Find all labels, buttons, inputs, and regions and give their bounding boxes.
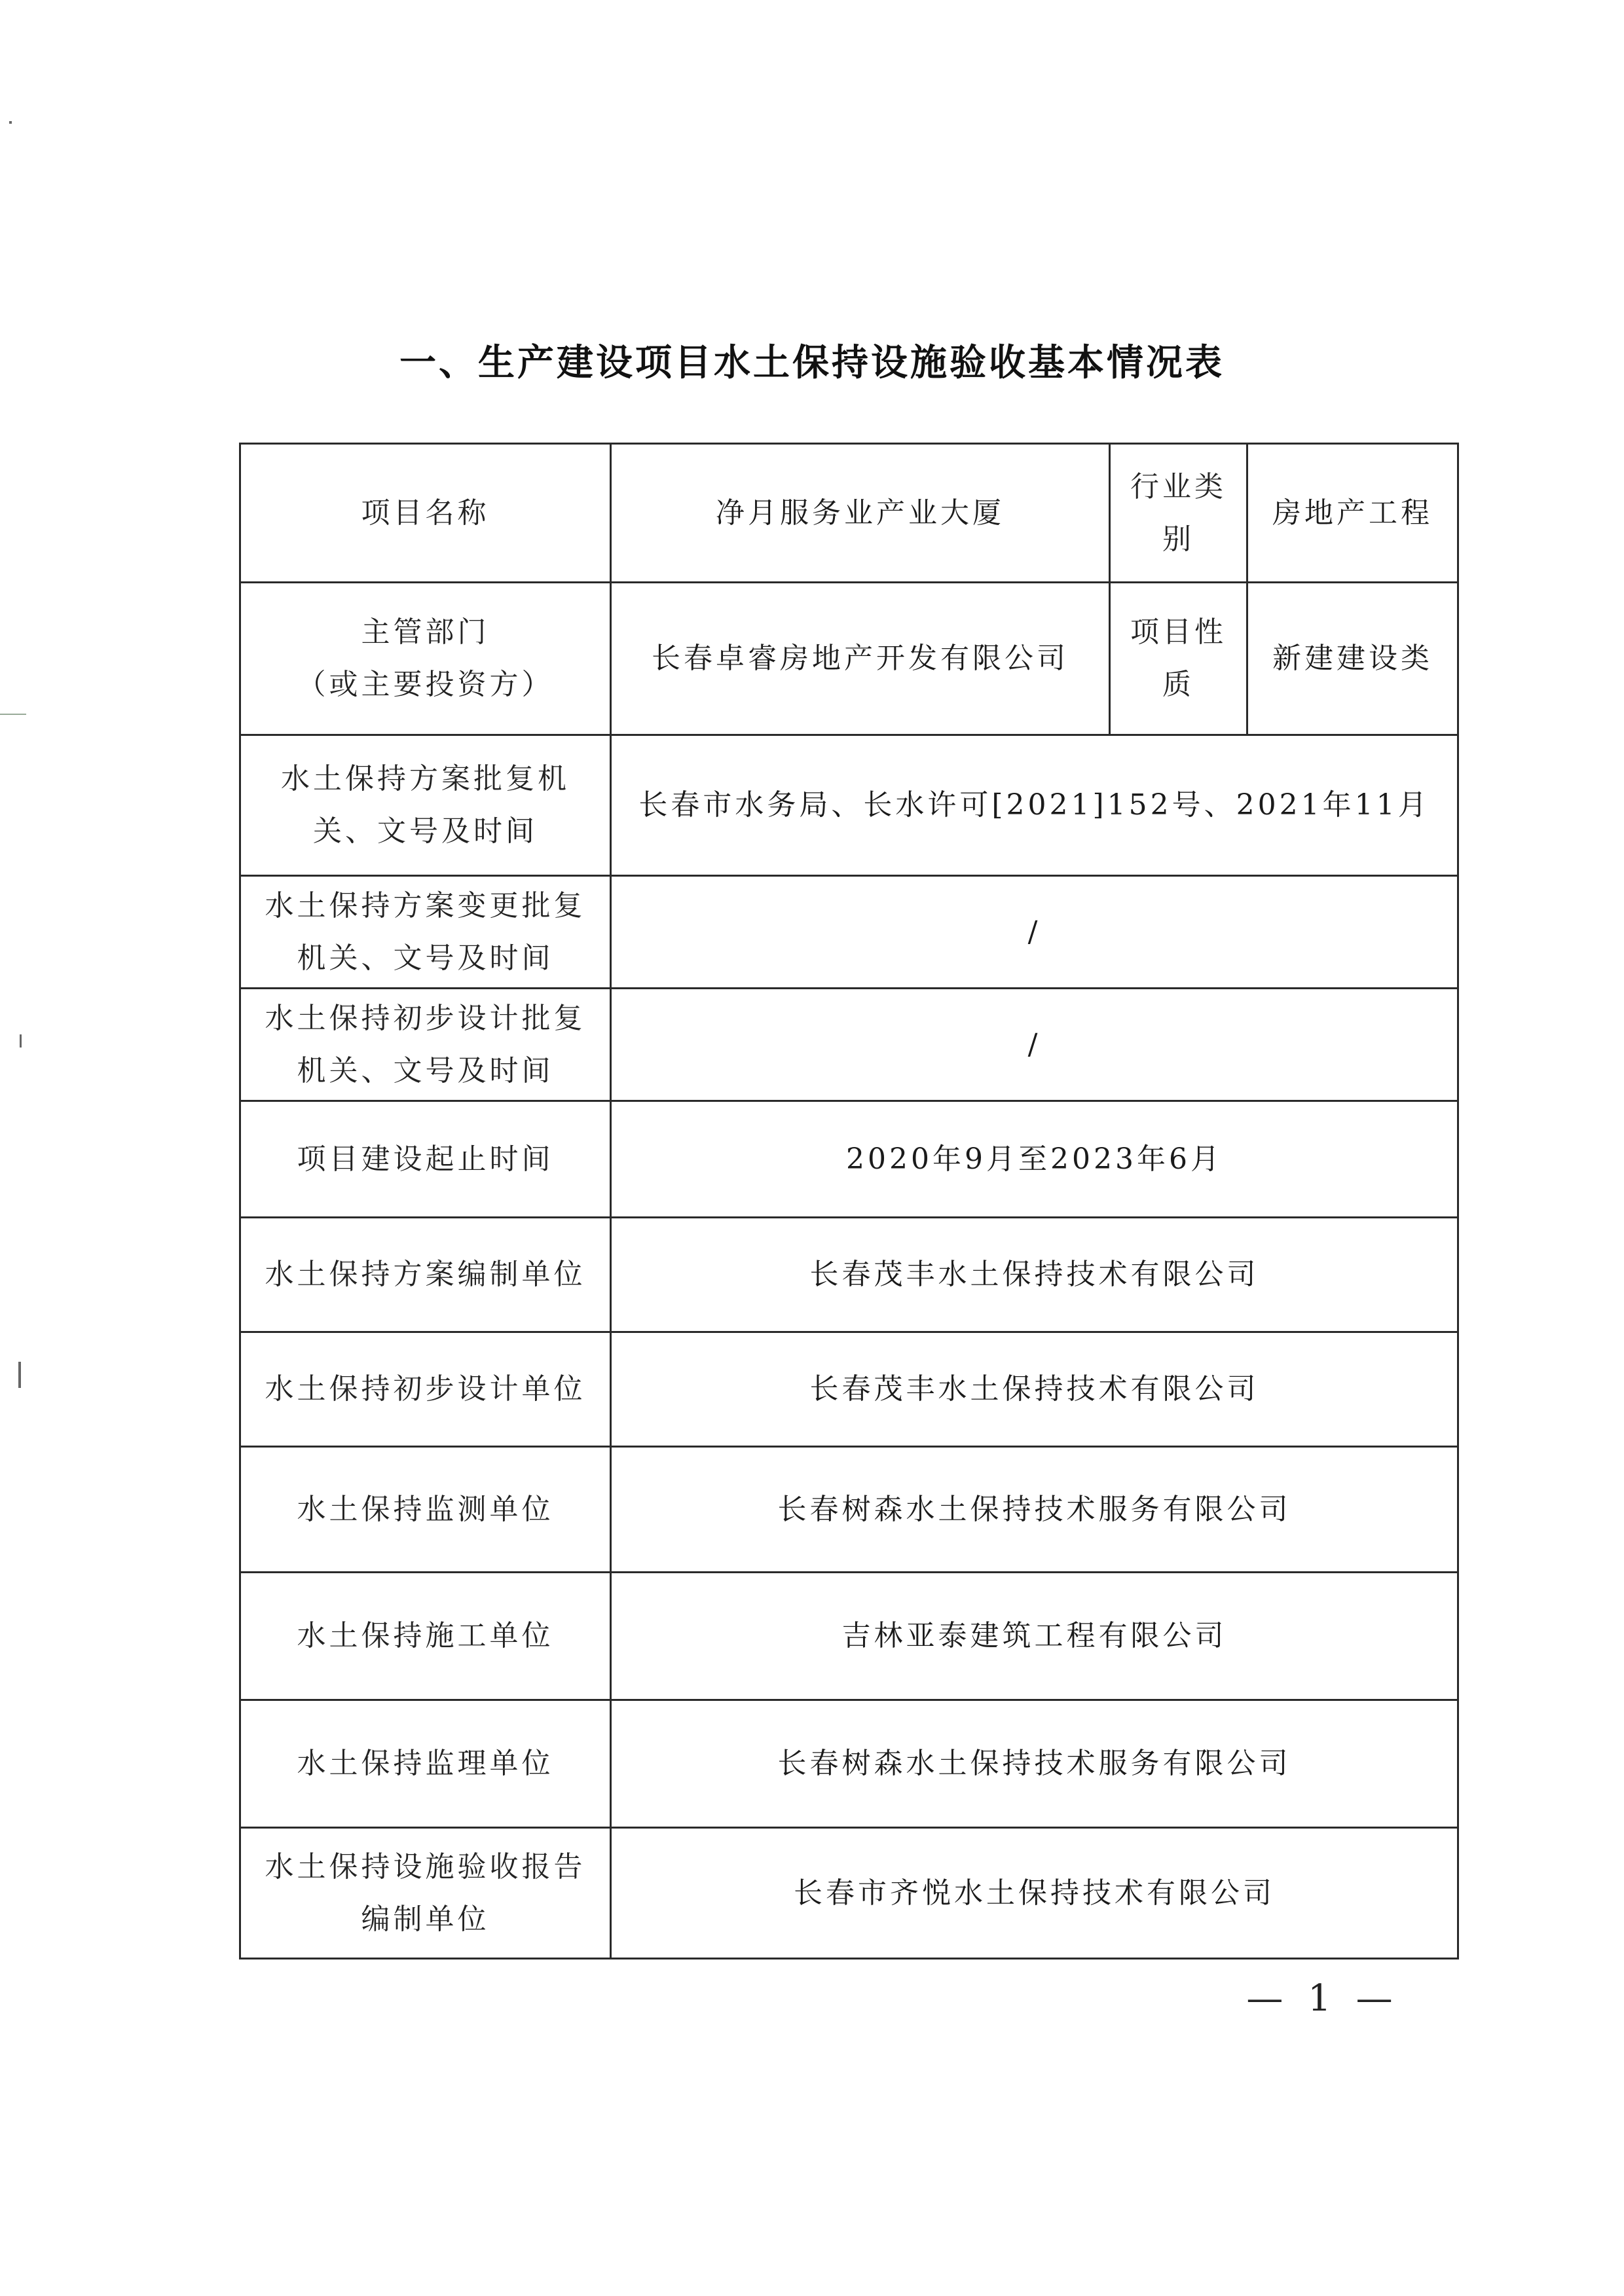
nature-value: 新建建设类	[1247, 583, 1458, 735]
table-row	[240, 583, 1458, 735]
table-row	[240, 1828, 1458, 1959]
supervisor-value: 长春树森水土保持技术服务有限公司	[611, 1700, 1458, 1828]
plan-change-value: /	[611, 876, 1458, 989]
table-row	[240, 1573, 1458, 1700]
table-row	[240, 1332, 1458, 1447]
monitor-value: 长春树森水土保持技术服务有限公司	[611, 1447, 1458, 1573]
industry-label: 行业类别	[1110, 444, 1247, 583]
prelim-designer-value: 长春茂丰水土保持技术有限公司	[611, 1332, 1458, 1447]
table-row	[240, 876, 1458, 989]
plan-compiler-value: 长春茂丰水土保持技术有限公司	[611, 1218, 1458, 1332]
table-row	[240, 444, 1458, 583]
scan-mark	[20, 1034, 22, 1048]
page-number: — 1 —	[1246, 1977, 1399, 2020]
authority-value: 长春卓睿房地产开发有限公司	[611, 583, 1110, 735]
construction-period-value: 2020年9月至2023年6月	[611, 1101, 1458, 1218]
authority-label-line1: 主管部门	[361, 615, 490, 649]
construction-period-label: 项目建设起止时间	[240, 1101, 611, 1218]
supervisor-label: 水土保持监理单位	[240, 1700, 611, 1828]
prelim-design-approval-label: 水土保持初步设计批复机关、文号及时间	[240, 989, 611, 1101]
prelim-designer-label: 水土保持初步设计单位	[240, 1332, 611, 1447]
authority-label	[240, 583, 611, 735]
acceptance-info-table	[239, 443, 1459, 1959]
plan-compiler-label: 水土保持方案编制单位	[240, 1218, 611, 1332]
scan-mark	[9, 121, 12, 124]
report-compiler-value: 长春市齐悦水土保持技术有限公司	[611, 1828, 1458, 1959]
industry-value: 房地产工程	[1247, 444, 1458, 583]
nature-label: 项目性质	[1110, 583, 1247, 735]
plan-change-label: 水土保持方案变更批复机关、文号及时间	[240, 876, 611, 989]
contractor-value: 吉林亚泰建筑工程有限公司	[611, 1573, 1458, 1700]
plan-approval-label: 水土保持方案批复机关、文号及时间	[240, 735, 611, 876]
document-title: 一、生产建设项目水土保持设施验收基本情况表	[399, 342, 1225, 384]
table-row	[240, 1700, 1458, 1828]
table-row	[240, 1218, 1458, 1332]
scan-mark	[0, 714, 26, 715]
project-name-label: 项目名称	[240, 444, 611, 583]
authority-label-line2: （或主要投资方）	[297, 668, 554, 701]
prelim-design-approval-value: /	[611, 989, 1458, 1101]
contractor-label: 水土保持施工单位	[240, 1573, 611, 1700]
project-name-value: 净月服务业产业大厦	[611, 444, 1110, 583]
table-row	[240, 1101, 1458, 1218]
monitor-label: 水土保持监测单位	[240, 1447, 611, 1573]
plan-approval-value: 长春市水务局、长水许可[2021]152号、2021年11月	[611, 735, 1458, 876]
scan-mark	[18, 1362, 21, 1388]
table-row	[240, 989, 1458, 1101]
report-compiler-label: 水土保持设施验收报告编制单位	[240, 1828, 611, 1959]
table-row	[240, 735, 1458, 876]
table-row	[240, 1447, 1458, 1573]
